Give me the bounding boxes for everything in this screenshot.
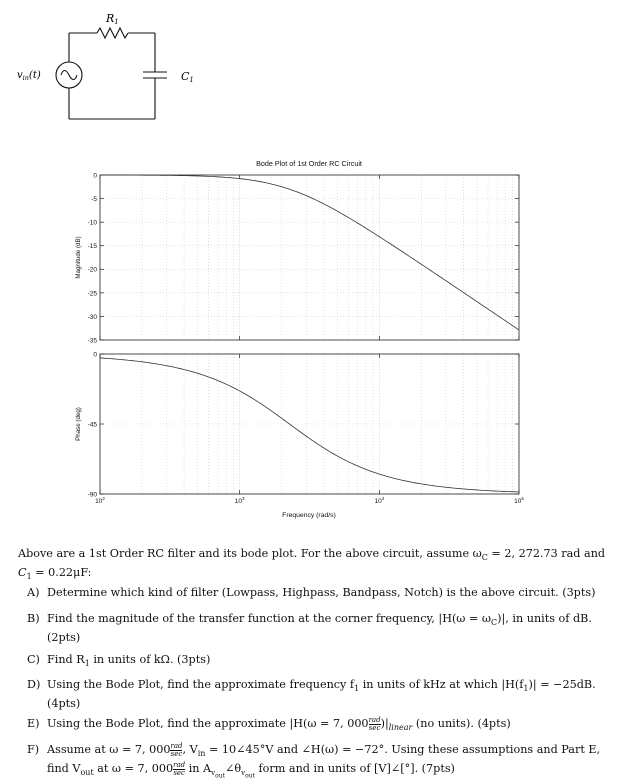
question-e-letter: E): [27, 717, 40, 730]
sine-wave-icon: [61, 71, 77, 80]
magnitude-y-axis-label: Magnitude (dB): [75, 236, 82, 279]
x-tick-label: $10^5$: [514, 496, 524, 505]
question-d-letter: D): [27, 678, 41, 691]
question-f-sub-v-a: v: [211, 769, 216, 778]
question-f-frac-num: rad: [170, 741, 183, 750]
question-f-fraction-2: [173, 762, 185, 777]
question-b-sub: C: [491, 618, 498, 628]
magnitude-y-tick-label: -15: [87, 243, 97, 251]
question-b-text-1-end: )|, in units of dB.: [497, 612, 592, 625]
phase-axes-frame: [100, 354, 519, 494]
magnitude-y-tick-label: -35: [87, 337, 97, 345]
x-tick-label: $10^4$: [374, 496, 385, 505]
question-d-text-mid: in units of kHz at which |H(f: [359, 678, 524, 691]
question-f-fraction-1: [170, 743, 182, 758]
magnitude-curve: [100, 175, 519, 330]
intro-sub-2: 1: [26, 572, 32, 582]
x-tick-label: $10^3$: [234, 496, 245, 505]
question-e-sub: linear: [388, 723, 413, 733]
question-f-text-2-mid: at ω = 7, 000: [93, 762, 174, 776]
x-axis-label: Frequency (rad/s): [282, 512, 336, 519]
capacitor-label: C: [181, 70, 190, 83]
question-b: [27, 611, 592, 645]
source-label-sub: in: [22, 74, 29, 82]
svg-text:R1: [105, 12, 119, 26]
question-d-text-end: )| = −25dB.: [528, 678, 596, 691]
question-c-text-end: in units of kΩ. (3pts): [89, 653, 211, 666]
phase-y-axis-label: Phase (deg): [75, 407, 82, 441]
question-f-frac-den: sec: [170, 749, 183, 758]
question-f-sub-v: [211, 769, 225, 780]
resistor-label-sub: 1: [114, 18, 119, 26]
resistor-label: R: [106, 12, 115, 25]
question-f-sub-v-b: out: [215, 772, 225, 780]
question-c: [27, 652, 210, 671]
question-b-letter: B): [27, 612, 40, 625]
question-f-text-1-end: = 10∠45°V and ∠H(ω) = −72°. Using these assumptions and Part E,: [205, 743, 601, 756]
chart-title: Bode Plot of 1st Order RC Circuit: [256, 159, 362, 168]
question-d-points: (4pts): [47, 697, 81, 711]
x-tick-label: $10^2$: [95, 496, 105, 505]
question-e-text-end: (no units). (4pts): [412, 717, 511, 730]
question-b-text-1: Find the magnitude of the transfer function at the corner frequency, |H(ω = ω: [47, 612, 492, 625]
intro-line-1: [18, 547, 606, 563]
magnitude-y-tick-label: -5: [91, 195, 97, 203]
intro-text-2: C: [18, 566, 27, 580]
phase-curve: [100, 358, 519, 492]
question-e: [27, 716, 511, 735]
capacitor-label-sub: 1: [189, 76, 194, 84]
question-a-letter: A): [27, 586, 40, 599]
question-f-frac2-num: rad: [173, 760, 186, 769]
intro-text-1-end: = 2, 272.73 rad and: [487, 547, 606, 560]
phase-y-tick-label: -90: [87, 491, 97, 499]
question-f-text-2-end: form and in units of [V]∠[°]. (7pts): [254, 762, 455, 776]
question-f-text-2: find V: [47, 762, 81, 776]
question-e-frac-den: sec: [368, 723, 381, 732]
source-label-arg: (t): [28, 70, 41, 81]
question-f-sub-2: out: [80, 768, 94, 778]
question-d-sub-2: 1: [523, 684, 529, 694]
svg-text:C1: [181, 70, 194, 84]
phase-y-tick-label: 0: [93, 351, 97, 359]
question-f-text-1: Assume at ω = 7, 000: [47, 743, 171, 756]
magnitude-panel: [75, 172, 519, 344]
intro-text-2-end: = 0.22μF:: [31, 566, 92, 580]
question-f-frac2-den: sec: [173, 768, 185, 777]
rc-circuit-diagram: [0, 0, 230, 135]
resistor-symbol: [97, 28, 128, 38]
magnitude-y-tick-label: 0: [93, 172, 97, 180]
question-c-sub: 1: [84, 659, 90, 669]
magnitude-y-tick-label: -30: [87, 313, 97, 321]
question-a-text: Determine which kind of filter (Lowpass, Highpass, Bandpass, Notch) is the above circuit. (3pts): [47, 586, 596, 599]
question-f-sub: in: [197, 749, 206, 759]
question-b-points: (2pts): [47, 631, 81, 645]
magnitude-y-tick-label: -25: [87, 290, 97, 298]
bode-plot: [0, 150, 623, 525]
question-f-sub-theta-a: v: [241, 769, 246, 778]
intro-paragraph: [18, 546, 608, 584]
question-e-text-mid: )|: [380, 717, 389, 730]
question-f-letter: F): [27, 743, 40, 756]
question-f-line-2: [27, 760, 455, 780]
question-f-text-mid: , V: [182, 743, 198, 756]
intro-sub-1: C: [481, 553, 488, 563]
question-e-text-1: Using the Bode Plot, find the approximate |H(ω = 7, 000: [47, 717, 369, 730]
question-f-sub-theta: [241, 769, 255, 780]
question-d: [27, 677, 596, 711]
question-f: [27, 742, 600, 784]
question-a: [27, 585, 595, 600]
magnitude-y-tick-label: -10: [87, 219, 97, 227]
question-c-text: Find R: [47, 653, 85, 666]
intro-text-1: Above are a 1st Order RC filter and its bode plot. For the above circuit, assume ω: [18, 547, 482, 560]
magnitude-axes-frame: [100, 175, 519, 340]
magnitude-y-tick-label: -20: [87, 266, 97, 274]
question-f-text-2-mid3: ∠θ: [225, 762, 242, 776]
intro-line-2: [18, 566, 92, 582]
phase-y-tick-label: -45: [87, 421, 97, 429]
question-c-letter: C): [27, 653, 40, 666]
source-label: v: [17, 70, 23, 81]
question-d-text-1: Using the Bode Plot, find the approximate frequency f: [47, 678, 355, 691]
question-f-text-2-mid2: in A: [185, 762, 212, 776]
question-d-sub-1: 1: [354, 684, 360, 694]
phase-panel: [75, 351, 524, 505]
question-f-sub-theta-b: out: [245, 772, 255, 780]
question-e-fraction: [369, 717, 381, 732]
svg-text:vin(t): [17, 70, 41, 82]
question-e-frac-num: rad: [368, 715, 381, 724]
